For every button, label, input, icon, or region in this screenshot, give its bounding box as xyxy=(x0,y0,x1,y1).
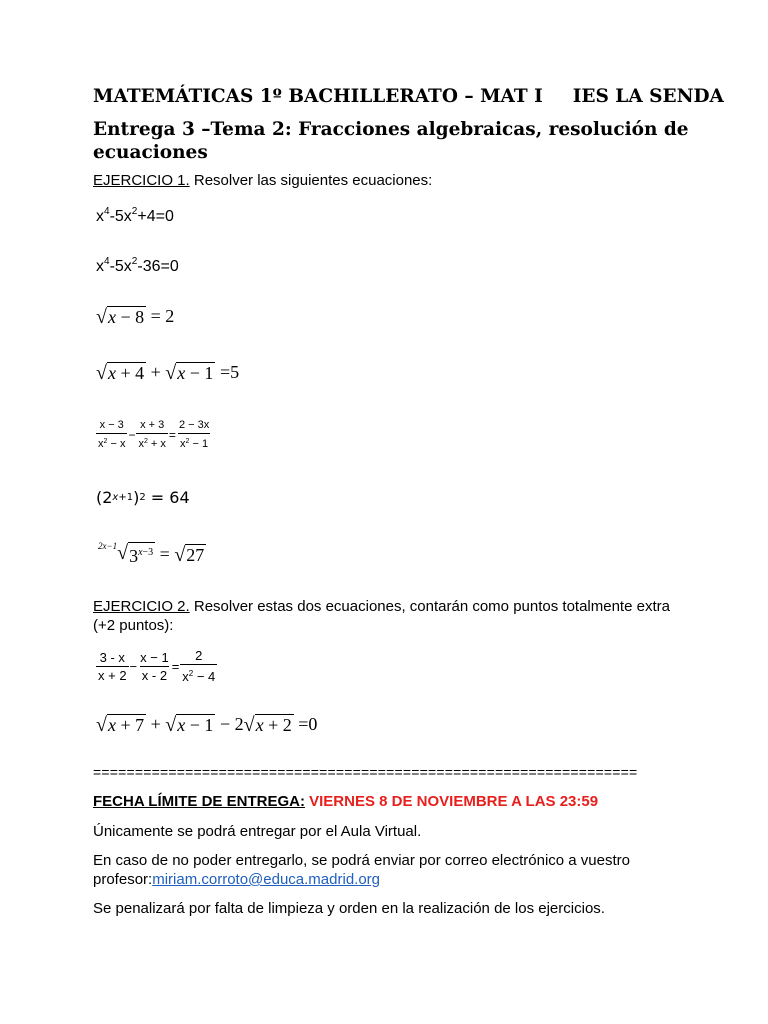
document-header xyxy=(93,86,724,107)
note-submission: Únicamente se podrá entregar por el Aula Virtual. xyxy=(93,823,422,840)
exercise-1-text: Resolver las siguientes ecuaciones: xyxy=(189,172,433,189)
exercise-2-heading xyxy=(93,597,693,635)
deadline xyxy=(93,793,598,810)
equation-8: $\frac{3 - x}{x + 2}$ − $\frac{x - 1}{x - 2}$ = $\frac{2}{x^2 - 4}$ xyxy=(98,648,216,684)
separator-line: ================================================================= xyxy=(93,764,638,780)
equation-3: √ x − 8 = 2 xyxy=(96,306,175,328)
exercise-2-text: Resolver estas dos ecuaciones, contarán como puntos totalmente extra (+2 puntos): xyxy=(93,598,670,634)
equation-9: √ x + 7 + √ x − 1 − 2 √ x + 2 =0 xyxy=(96,714,318,736)
exercise-1-label: EJERCICIO 1. xyxy=(93,172,190,189)
equation-7: 2x−1 √ $3^{x-3}$ = √ 27 xyxy=(98,541,205,566)
equation-1: $x^4-5x^2+4=0$ xyxy=(96,206,174,225)
document-subtitle: Entrega 3 –Tema 2: Fracciones algebraicas, resolución de ecuaciones xyxy=(93,119,689,163)
exercise-1-heading xyxy=(93,171,432,190)
header-course: MATEMÁTICAS 1º BACHILLERATO – MAT I xyxy=(93,86,543,107)
note-email xyxy=(93,851,693,889)
header-school: IES LA SENDA xyxy=(572,86,724,107)
note-email-text: En caso de no poder entregarlo, se podrá enviar por correo electrónico a vuestro profesor: xyxy=(93,852,630,888)
exercise-2-label: EJERCICIO 2. xyxy=(93,598,190,615)
equation-5: $\frac{x - 3}{x^2 - x}$ − $\frac{x + 3}{x^2 + x}$ = $\frac{2 - 3x}{x^2 - 1}$ xyxy=(98,419,210,450)
equation-4: √ x + 4 + √ x − 1 =5 xyxy=(96,362,240,384)
equation-2: $x^4-5x^2-36=0$ xyxy=(96,256,179,275)
deadline-value: VIERNES 8 DE NOVIEMBRE A LAS 23:59 xyxy=(304,793,599,810)
note-penalty: Se penalizará por falta de limpieza y orden en la realización de los ejercicios. xyxy=(93,900,605,917)
deadline-label: FECHA LÍMITE DE ENTREGA: xyxy=(93,793,305,810)
email-link[interactable]: miriam.corroto@educa.madrid.org xyxy=(152,871,381,888)
equation-6: (2 x+1 ) 2 = 64 xyxy=(96,488,190,507)
